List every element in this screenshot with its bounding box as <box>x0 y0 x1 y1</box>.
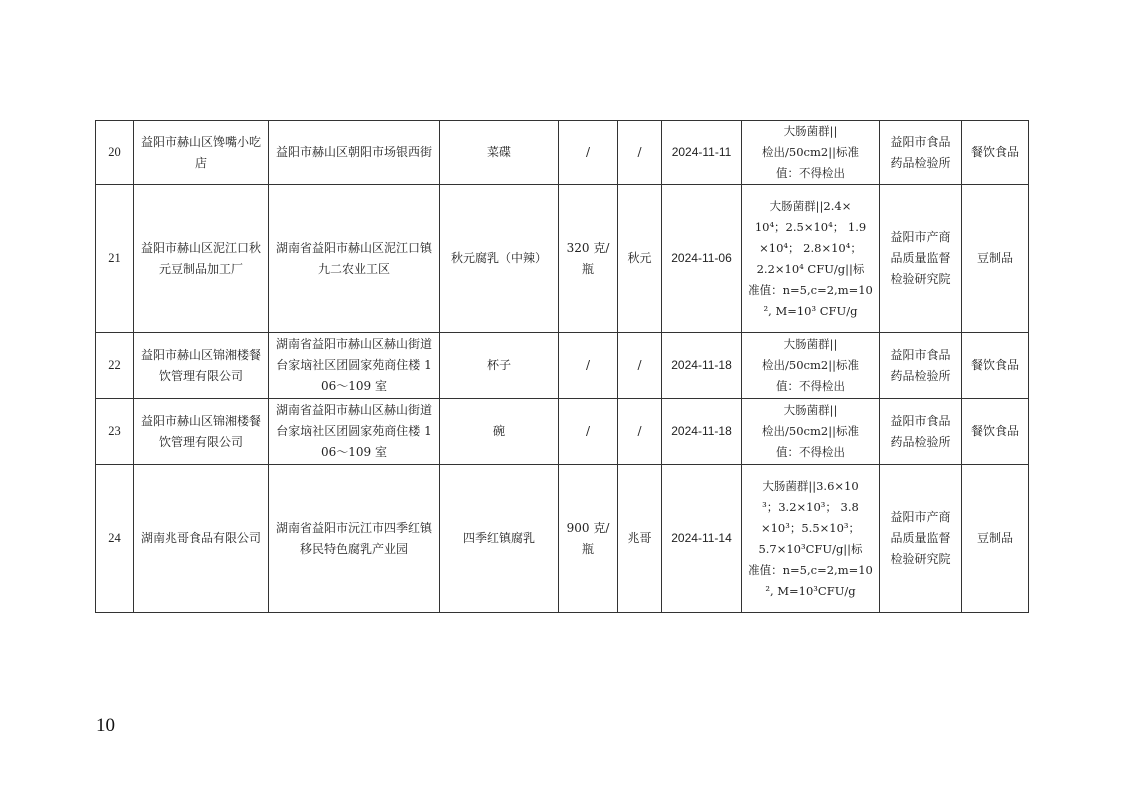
sample-name: 秋元腐乳（中辣） <box>440 185 559 333</box>
table-row <box>96 121 1029 185</box>
food-category: 豆制品 <box>962 465 1029 613</box>
specification: 900 克/ 瓶 <box>559 465 618 613</box>
test-result: 大肠菌群|| 检出/50cm2||标准 值：不得检出 <box>742 333 880 399</box>
production-date: 2024-11-18 <box>662 333 742 399</box>
row-number: 21 <box>96 185 134 333</box>
sampling-results-table <box>95 120 1029 613</box>
brand: / <box>618 333 662 399</box>
test-result: 大肠菌群|| 检出/50cm2||标准 值：不得检出 <box>742 121 880 185</box>
company-name: 益阳市赫山区锦湘楼餐饮管理有限公司 <box>134 333 269 399</box>
table-row <box>96 333 1029 399</box>
company-name: 益阳市赫山区泥江口秋元豆制品加工厂 <box>134 185 269 333</box>
row-number: 20 <box>96 121 134 185</box>
inspection-agency: 益阳市食品药品检验所 <box>880 121 962 185</box>
company-address: 湖南省益阳市赫山区赫山街道台家垴社区团圆家苑商住楼 106～109 室 <box>269 399 440 465</box>
row-number: 22 <box>96 333 134 399</box>
inspection-agency: 益阳市产商品质量监督检验研究院 <box>880 465 962 613</box>
food-category: 餐饮食品 <box>962 121 1029 185</box>
sample-name: 杯子 <box>440 333 559 399</box>
row-number: 23 <box>96 399 134 465</box>
company-name: 益阳市赫山区锦湘楼餐饮管理有限公司 <box>134 399 269 465</box>
company-address: 湖南省益阳市赫山区泥江口镇九二农业工区 <box>269 185 440 333</box>
table-row <box>96 465 1029 613</box>
test-result: 大肠菌群||3.6×10 ³；3.2×10³； 3.8 ×10³；5.5×10³； 5.7×10³CFU/g||标 准值：n=5,c=2,m=10 ², M=10³CFU/g <box>742 465 880 613</box>
inspection-agency: 益阳市产商品质量监督检验研究院 <box>880 185 962 333</box>
brand: / <box>618 121 662 185</box>
table-row <box>96 399 1029 465</box>
company-address: 益阳市赫山区朝阳市场银西街 <box>269 121 440 185</box>
specification: / <box>559 399 618 465</box>
sample-name: 碗 <box>440 399 559 465</box>
specification: 320 克/ 瓶 <box>559 185 618 333</box>
test-result: 大肠菌群|| 检出/50cm2||标准 值：不得检出 <box>742 399 880 465</box>
company-address: 湖南省益阳市沅江市四季红镇移民特色腐乳产业园 <box>269 465 440 613</box>
company-name: 益阳市赫山区馋嘴小吃店 <box>134 121 269 185</box>
production-date: 2024-11-06 <box>662 185 742 333</box>
company-address: 湖南省益阳市赫山区赫山街道台家垴社区团圆家苑商住楼 106～109 室 <box>269 333 440 399</box>
inspection-agency: 益阳市食品药品检验所 <box>880 333 962 399</box>
sample-name: 菜碟 <box>440 121 559 185</box>
brand: 秋元 <box>618 185 662 333</box>
specification: / <box>559 121 618 185</box>
food-category: 豆制品 <box>962 185 1029 333</box>
production-date: 2024-11-11 <box>662 121 742 185</box>
page-number: 10 <box>96 715 115 736</box>
production-date: 2024-11-18 <box>662 399 742 465</box>
specification: / <box>559 333 618 399</box>
test-result: 大肠菌群||2.4× 10⁴；2.5×10⁴； 1.9 ×10⁴； 2.8×10⁴； 2.2×10⁴ CFU/g||标 准值：n=5,c=2,m=10 ², M=10³ CFU/g <box>742 185 880 333</box>
company-name: 湖南兆哥食品有限公司 <box>134 465 269 613</box>
food-category: 餐饮食品 <box>962 333 1029 399</box>
production-date: 2024-11-14 <box>662 465 742 613</box>
row-number: 24 <box>96 465 134 613</box>
table-row <box>96 185 1029 333</box>
inspection-agency: 益阳市食品药品检验所 <box>880 399 962 465</box>
brand: 兆哥 <box>618 465 662 613</box>
sample-name: 四季红镇腐乳 <box>440 465 559 613</box>
brand: / <box>618 399 662 465</box>
food-category: 餐饮食品 <box>962 399 1029 465</box>
